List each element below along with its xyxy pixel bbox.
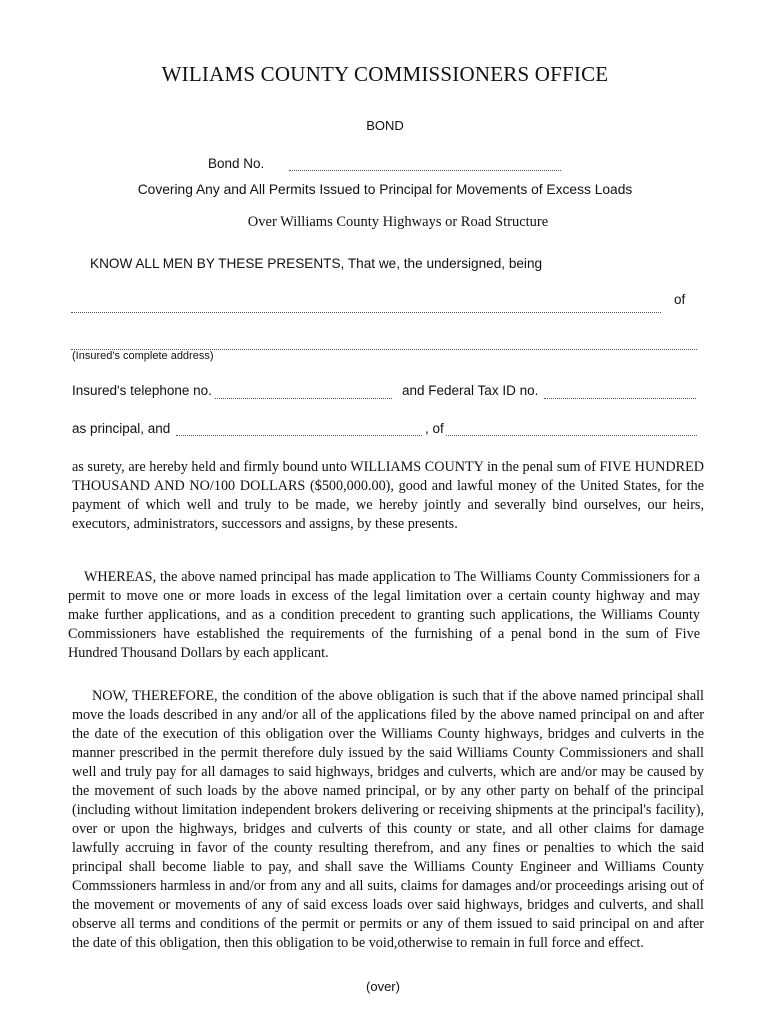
document-title: WILIAMS COUNTY COMMISSIONERS OFFICE: [161, 62, 609, 86]
principal-name-field[interactable]: [71, 312, 661, 313]
surety-paragraph-text: as surety, are hereby held and firmly bound unto WILLIAMS COUNTY in the penal sum of FIVE HUNDRED THOUSAND AND NO/100 DOLLARS ($500,000.00), good and lawful money of the United States, for the payment of which well and truly to be made, we hereby jointly and severally bind ourselves, our heirs, executors, administrators, successors and assigns, by these presents.: [72, 459, 704, 532]
principal-label: as principal, and: [72, 421, 171, 436]
heading-line-2: Over Williams County Highways or Road Structure: [247, 214, 549, 230]
know-all-men-text: KNOW ALL MEN BY THESE PRESENTS, That we, the undersigned, being: [90, 256, 543, 271]
document-subtitle: BOND: [366, 118, 404, 133]
surety-address-field[interactable]: [446, 435, 697, 436]
address-caption: (Insured's complete address): [72, 350, 214, 362]
heading-line-1: Covering Any and All Permits Issued to Principal for Movements of Excess Loads: [137, 182, 633, 197]
now-therefore-paragraph: [72, 687, 704, 953]
telephone-field[interactable]: [215, 398, 392, 399]
now-therefore-paragraph-text: NOW, THEREFORE, the condition of the above obligation is such that if the above named principal shall move the loads described in any and/or all of the applications filed by the above named principal on and after the date of the execution of this obligation over the Williams County highways, bridges and culverts in the manner prescribed in the permit therefore duly issued by the said Williams County Commissioners and shall well and truly pay for all damages to said highways, bridges and culverts, which are and/or may be caused by the movement of such loads by the above named principal, or by any other party on behalf of the principal (including without limitation independent brokers delivering or receiving shipments at the principal's facility), over or upon the highways, bridges and culverts of this county or state, and all other claims for damage lawfully accruing in favor of the county resulting therefrom, and any fines or penalties to which the said principal shall become liable to pay, and shall save the Williams County Engineer and Williams County Commssioners harmless in and/or from any and all suits, claims for damages and/or proceedings arising out of the movement or movements of any of said excess loads over said highways, bridges and culverts, and shall observe all terms and conditions of the permit or permits or any of them issued to said principal on and after the date of this obligation, then this obligation to be void,otherwise to remain in full force and effect.: [72, 688, 704, 951]
of-label: of: [674, 292, 686, 307]
telephone-label: Insured's telephone no.: [72, 383, 212, 398]
surety-name-field[interactable]: [176, 435, 422, 436]
tax-id-field[interactable]: [544, 398, 696, 399]
surety-paragraph: [72, 458, 704, 534]
whereas-paragraph: [68, 568, 700, 663]
tax-id-label: and Federal Tax ID no.: [402, 383, 539, 398]
comma-of-label: , of: [425, 421, 444, 436]
whereas-paragraph-text: WHEREAS, the above named principal has made application to The Williams County Commissioners for a permit to move one or more loads in excess of the legal limitation over a certain county highway and may make further applications, and as a condition precedent to granting such applications, the Williams County Commissioners have established the requirements of the furnishing of a penal bond in the sum of Five Hundred Thousand Dollars by each applicant.: [68, 569, 700, 661]
bond-no-field[interactable]: [289, 170, 561, 171]
bond-no-label: Bond No.: [208, 156, 265, 171]
over-footer: (over): [366, 979, 400, 994]
